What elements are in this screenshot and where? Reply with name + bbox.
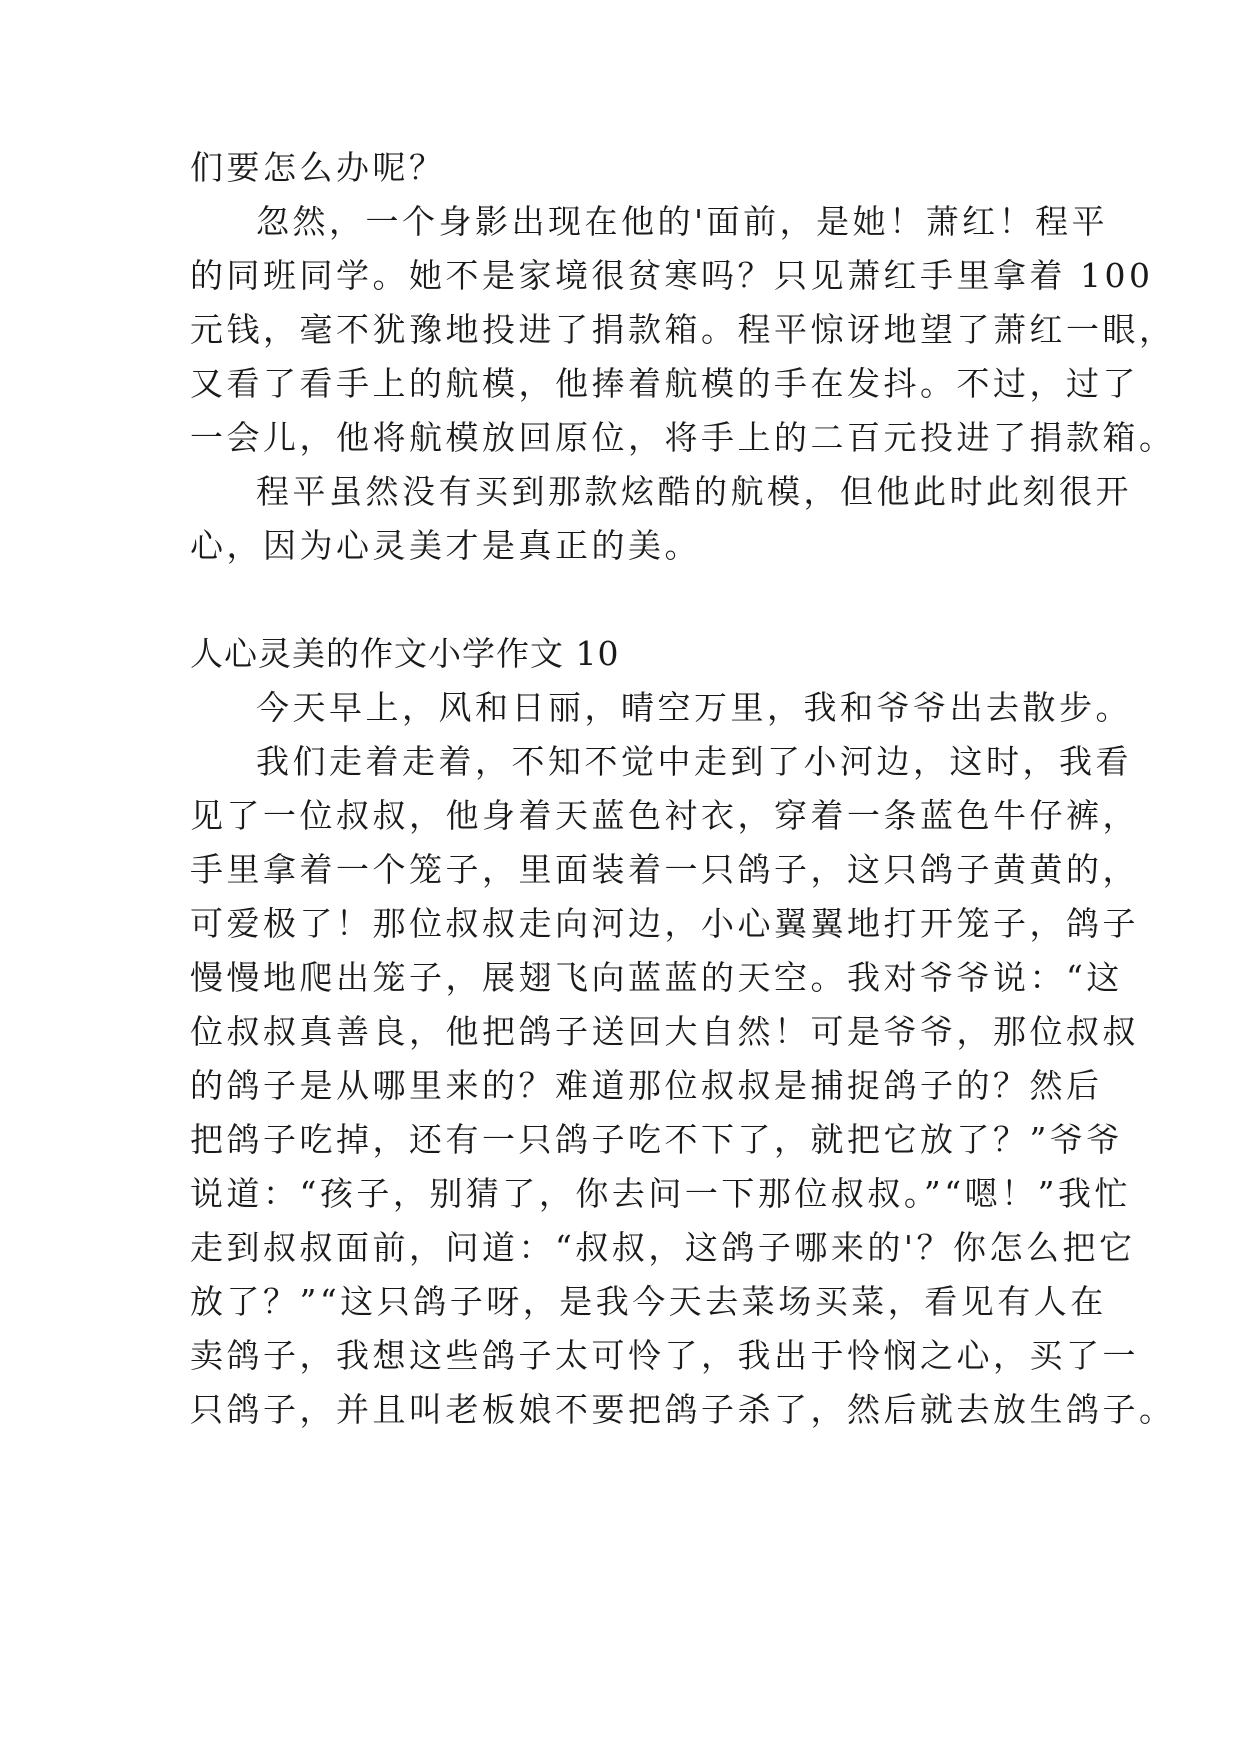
text-line: 程平虽然没有买到那款炫酷的航模，但他此时此刻很开	[256, 472, 1132, 511]
text-line: 说道：“孩子，别猜了，你去问一下那位叔叔。”“嗯！”我忙	[190, 1174, 1131, 1213]
text-line: 今天早上，风和日丽，晴空万里，我和爷爷出去散步。	[256, 688, 1132, 727]
section-title: 人心灵美的作文小学作文 10	[190, 634, 620, 673]
text-line: 卖鸽子，我想这些鸽子太可怜了，我出于怜悯之心，买了一	[190, 1336, 1139, 1375]
text-line: 只鸽子，并且叫老板娘不要把鸽子杀了，然后就去放生鸽子。	[190, 1390, 1176, 1429]
text-line: 可爱极了！那位叔叔走向河边，小心翼翼地打开笼子，鸽子	[190, 904, 1139, 943]
text-line: 位叔叔真善良，他把鸽子送回大自然！可是爷爷，那位叔叔	[190, 1012, 1139, 1051]
text-line: 又看了看手上的航模，他捧着航模的手在发抖。不过，过了	[190, 364, 1139, 403]
text-line: 元钱，毫不犹豫地投进了捐款箱。程平惊讶地望了萧红一眼，	[190, 310, 1176, 349]
text-line: 忽然，一个身影出现在他的'面前，是她！萧红！程平	[256, 202, 1109, 241]
text-line: 手里拿着一个笼子，里面装着一只鸽子，这只鸽子黄黄的，	[190, 850, 1139, 889]
text-line: 放了？”“这只鸽子呀，是我今天去菜场买菜，看见有人在	[190, 1282, 1107, 1321]
text-line: 我们走着走着，不知不觉中走到了小河边，这时，我看	[256, 742, 1132, 781]
text-line: 们要怎么办呢？	[190, 148, 446, 187]
text-line: 走到叔叔面前，问道：“叔叔，这鸽子哪来的'？你怎么把它	[190, 1228, 1136, 1267]
text-line: 见了一位叔叔，他身着天蓝色衬衣，穿着一条蓝色牛仔裤，	[190, 796, 1139, 835]
text-line: 心，因为心灵美才是真正的美。	[190, 526, 701, 565]
text-line: 把鸽子吃掉，还有一只鸽子吃不下了，就把它放了？”爷爷	[190, 1120, 1123, 1159]
text-line: 的同班同学。她不是家境很贫寒吗？只见萧红手里拿着 100	[190, 256, 1154, 295]
text-line: 的鸽子是从哪里来的？难道那位叔叔是捕捉鸽子的？然后	[190, 1066, 1103, 1105]
text-line: 慢慢地爬出笼子，展翅飞向蓝蓝的天空。我对爷爷说：“这	[190, 958, 1123, 997]
text-line: 一会儿，他将航模放回原位，将手上的二百元投进了捐款箱。	[190, 418, 1176, 457]
